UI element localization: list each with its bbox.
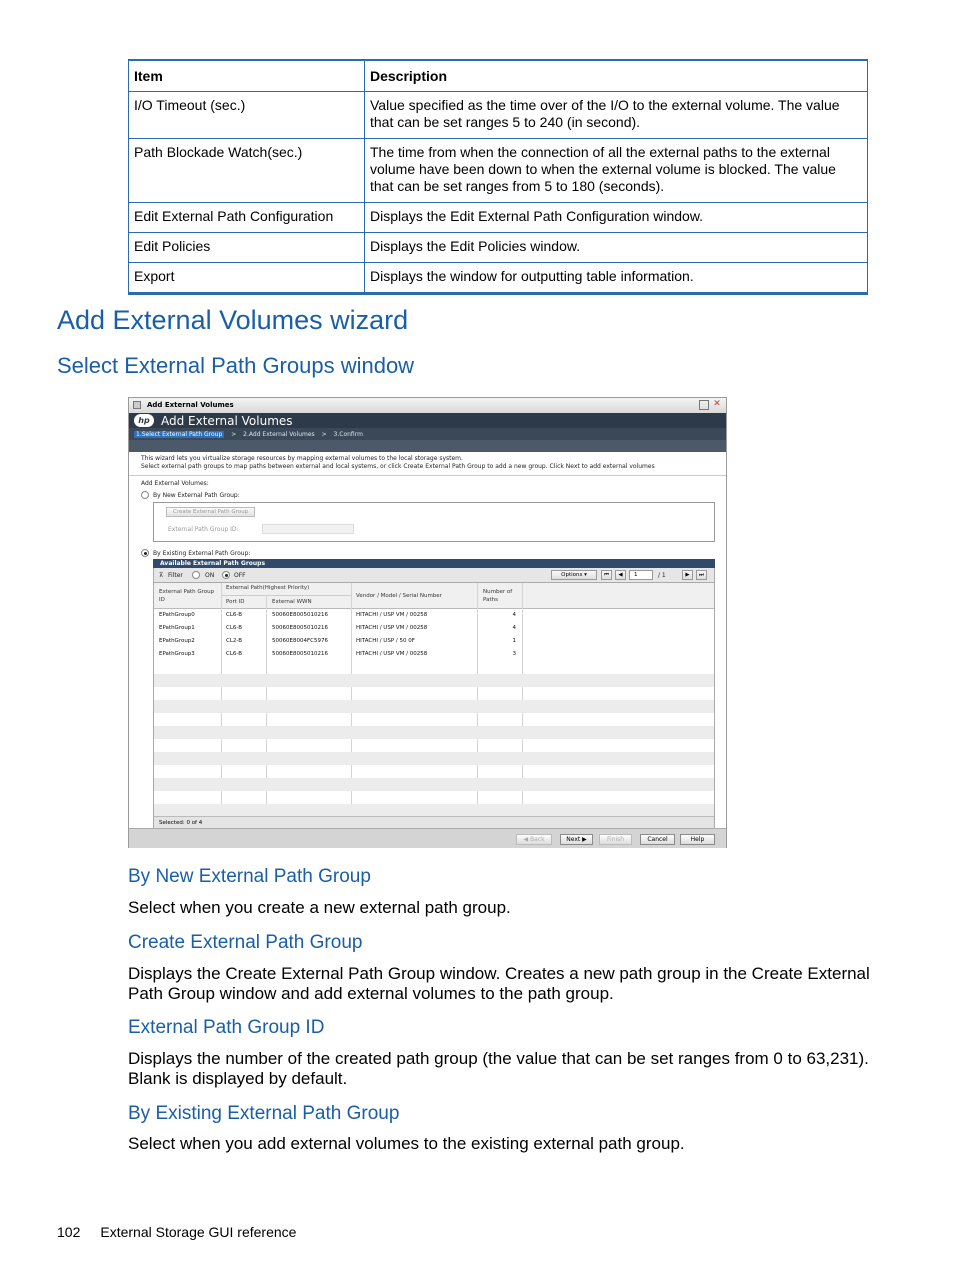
hp-logo-icon: hp [134,414,154,427]
group-id-field[interactable] [262,524,354,534]
filter-on-radio[interactable] [192,571,200,579]
window-title: Add External Volumes [147,401,234,409]
section-title-by-new: By New External Path Group [128,866,371,887]
table-row[interactable] [154,609,714,622]
table-cell: Path Blockade Watch(sec.) [129,138,365,202]
cell-group-id: EPathGroup0 [159,612,195,618]
table-cell: The time from when the connection of all the external paths to the external volume have been down to when the external volume is blocked. The value that can be set ranges from 5 to 180 (seconds). [365,138,868,202]
empty-row [154,804,714,816]
table-cell: Value specified as the time over of the I/O to the external volume. The value that can be set ranges 5 to 240 (in second). [365,91,868,138]
grid-title: Available External Path Groups [153,559,715,568]
cell-paths: 3 [512,651,516,657]
table-row [129,232,868,262]
cell-vendor: HITACHI / USP VM / 00258 [356,651,428,657]
create-external-path-group-button[interactable]: Create External Path Group [166,507,255,517]
wizard-intro [129,452,726,476]
new-group-panel [153,502,715,542]
page-footer [57,1224,296,1240]
table-cell: Export [129,262,365,293]
cancel-button[interactable]: Cancel [640,834,675,845]
grid-toolbar [153,568,715,582]
table-header-row [129,60,868,91]
wizard-window-screenshot [128,397,727,848]
cell-vendor: HITACHI / USP / 50 0F [356,638,415,644]
cell-paths: 1 [512,638,516,644]
cell-group-id: EPathGroup1 [159,625,195,631]
page-number: 102 [57,1224,81,1240]
wizard-header-title: Add External Volumes [161,414,293,428]
empty-row [154,700,714,713]
table-row[interactable] [154,622,714,635]
step-2: 2.Add External Volumes [243,431,315,438]
cell-wwn: 50060E8005010216 [272,651,328,657]
cell-vendor: HITACHI / USP VM / 00258 [356,625,428,631]
intro-line-1: This wizard lets you virtualize storage resources by mapping external volumes to the local storage system. [141,455,463,462]
add-external-volumes-label: Add External Volumes: [141,480,209,487]
table-cell: Displays the Edit Policies window. [365,232,868,262]
by-new-label: By New External Path Group: [153,492,240,499]
filter-label: Filter [168,572,183,579]
subsection-heading: Select External Path Groups window [57,353,415,378]
empty-row [154,674,714,687]
section-title-by-existing: By Existing External Path Group [128,1103,400,1124]
table-cell: Displays the Edit External Path Configuration window. [365,202,868,232]
filter-off-label: OFF [234,572,246,579]
wizard-nav-bar [129,828,726,848]
table-row [129,202,868,232]
table-cell: Edit Policies [129,232,365,262]
table-row [129,262,868,293]
col-num-paths[interactable]: Number of Paths [483,589,513,603]
filter-icon: ⊼ [159,572,164,579]
section-title-create-group: Create External Path Group [128,932,363,953]
table-cell: I/O Timeout (sec.) [129,91,365,138]
empty-row [154,726,714,739]
by-new-radio[interactable] [141,491,149,499]
cell-vendor: HITACHI / USP VM / 00258 [356,612,428,618]
cell-group-id: EPathGroup3 [159,651,195,657]
wizard-body [129,476,726,833]
col-group-id[interactable]: External Path Group ID [159,589,215,603]
window-app-icon [133,401,141,409]
first-page-button[interactable]: ⏮ [601,570,612,580]
next-page-button[interactable]: ▶ [682,570,693,580]
section-heading: Add External Volumes wizard [57,305,409,335]
reference-table [128,59,868,295]
cell-port-id: CL6-B [226,651,242,657]
section-text-by-existing: Select when you add external volumes to the existing external path group. [128,1134,685,1153]
intro-line-2: Select external path groups to map paths between external and local systems, or click Create External Path Group to add a new group. Click Next to add external volumes [141,463,655,470]
options-label: Options [561,572,583,578]
column-header-item: Item [129,60,365,91]
section-text-by-new: Select when you create a new external path group. [128,898,511,917]
by-existing-label: By Existing External Path Group: [153,550,251,557]
cell-wwn: 50060E8004FC5976 [272,638,328,644]
path-groups-table [153,582,715,829]
table-cell: Displays the window for outputting table information. [365,262,868,293]
step-separator: > [321,431,327,438]
table-row [129,91,868,138]
finish-button[interactable]: Finish [599,834,632,845]
section-title-group-id: External Path Group ID [128,1017,325,1038]
filter-on-label: ON [205,572,215,579]
section-text-group-id: Displays the number of the created path group (the value that can be set ranges from 0 to 63,231). Blank is displayed by default. [128,1049,869,1088]
cell-wwn: 50060E8005010216 [272,612,328,618]
section-text-create-group: Displays the Create External Path Group window. Creates a new path group in the Create External Path Group window and add external volumes to the path group. [128,964,870,1003]
close-icon[interactable]: ✕ [713,399,721,409]
page-number-input[interactable]: 1 [629,570,653,580]
table-row[interactable] [154,648,714,661]
step-1: 1.Select External Path Group [136,431,223,438]
cell-paths: 4 [512,612,516,618]
next-button[interactable]: Next ▶ [560,834,593,845]
table-row[interactable] [154,635,714,648]
col-external-path: External Path(Highest Priority) [226,585,310,591]
empty-row [154,778,714,791]
cell-port-id: CL6-B [226,625,242,631]
group-id-label: External Path Group ID: [168,526,239,533]
page-total: / 1 [658,572,666,579]
table-row [129,138,868,202]
cell-port-id: CL2-B [226,638,242,644]
header-band [129,440,726,452]
col-port-id[interactable]: Port ID [226,599,245,605]
selection-count: Selected: 0 of 4 [154,816,714,828]
help-button[interactable]: Help [680,834,715,845]
empty-row [154,752,714,765]
table-cell: Edit External Path Configuration [129,202,365,232]
cell-port-id: CL6-B [226,612,242,618]
window-titlebar [129,398,726,413]
cell-paths: 4 [512,625,516,631]
header-divider [221,595,351,596]
filter-off-radio[interactable] [222,571,230,579]
options-dropdown[interactable]: Options ▾ [551,570,597,580]
step-3: 3.Confirm [333,431,363,438]
prev-page-button[interactable]: ◀ [615,570,626,580]
step-separator: > [231,431,237,438]
footer-title: External Storage GUI reference [100,1224,297,1240]
wizard-steps [129,428,726,440]
column-header-description: Description [365,60,868,91]
cell-wwn: 50060E8005010216 [272,625,328,631]
back-button[interactable]: ◀ Back [516,834,552,845]
wizard-header [129,413,726,428]
last-page-button[interactable]: ⏭ [696,570,707,580]
col-vendor[interactable]: Vendor / Model / Serial Number [356,593,442,599]
grid-header [154,583,714,609]
by-existing-radio[interactable] [141,549,149,557]
cell-group-id: EPathGroup2 [159,638,195,644]
maximize-icon[interactable] [699,400,709,410]
col-external-wwn[interactable]: External WWN [272,599,312,605]
